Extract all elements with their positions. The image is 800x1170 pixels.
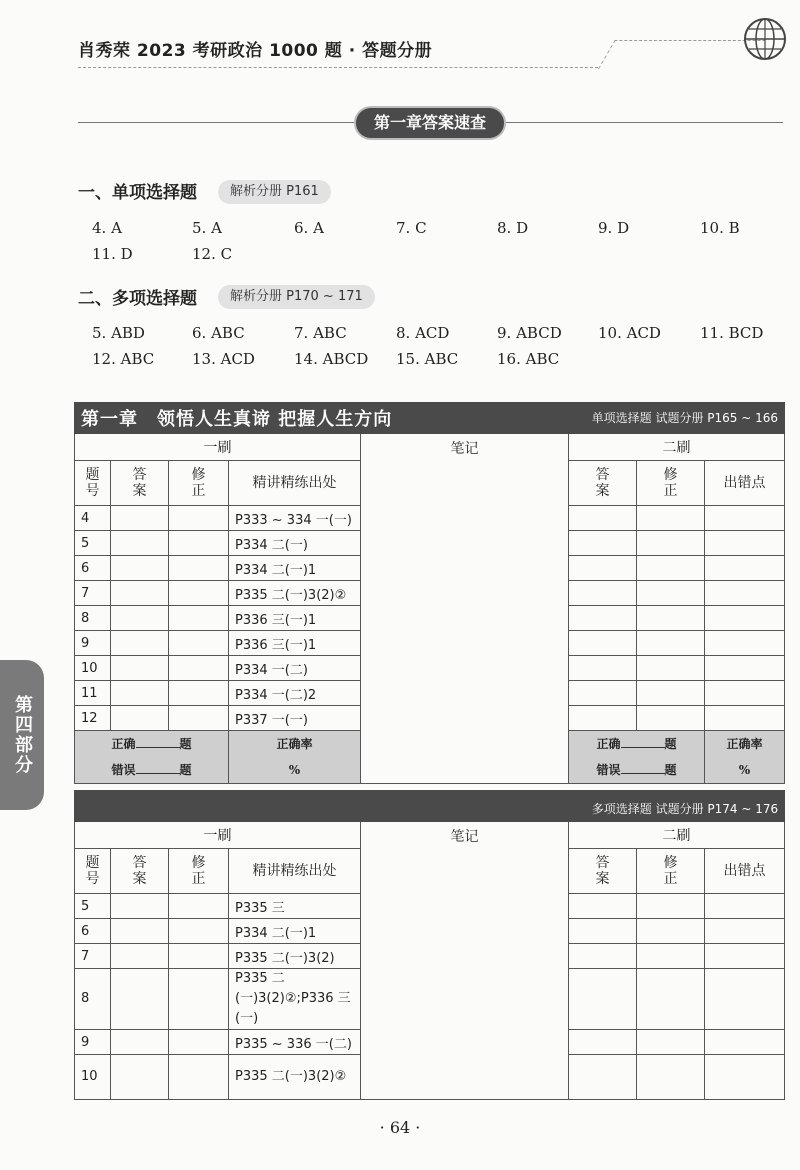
book-title: 肖秀荣 2023 考研政治 1000 题 · 答题分册 [78, 41, 433, 61]
notes-column [361, 822, 569, 1100]
row-num: 11 [75, 681, 111, 706]
source-cell: P337 一(一) [229, 706, 361, 731]
col-correction: 修正 [169, 849, 229, 894]
answer-cell[interactable] [111, 631, 169, 656]
answer-cell[interactable] [111, 606, 169, 631]
answer-cell[interactable] [111, 1030, 169, 1055]
row-num: 6 [75, 919, 111, 944]
answer-cell-2[interactable] [569, 531, 637, 556]
multi-choice-ref: 解析分册 P170 ~ 171 [218, 285, 375, 309]
fix-cell-2[interactable] [637, 606, 705, 631]
fix-cell-2[interactable] [637, 919, 705, 944]
row-num: 9 [75, 631, 111, 656]
row-num: 9 [75, 1030, 111, 1055]
fix-cell[interactable] [169, 656, 229, 681]
notes-header: 笔记 [450, 829, 479, 845]
answer-item: 9. D [598, 219, 630, 237]
answer-cell-2[interactable] [569, 1030, 637, 1055]
row-num: 7 [75, 944, 111, 969]
answer-cell[interactable] [111, 706, 169, 731]
source-cell: P336 三(一)1 [229, 631, 361, 656]
answer-cell[interactable] [111, 894, 169, 919]
answer-cell-2[interactable] [569, 894, 637, 919]
answer-cell[interactable] [111, 556, 169, 581]
first-pass-tally: 正确 题 错误 题 [75, 731, 229, 784]
row-num: 6 [75, 556, 111, 581]
answer-item: 11. D [92, 245, 133, 263]
fix-cell-2[interactable] [637, 1055, 705, 1100]
fix-cell[interactable] [169, 1055, 229, 1100]
col-answer-2: 答案 [569, 461, 637, 506]
col-answer-2: 答案 [569, 849, 637, 894]
source-cell: P335 二(一)3(2) [229, 944, 361, 969]
answer-cell[interactable] [111, 681, 169, 706]
answer-cell[interactable] [111, 944, 169, 969]
multi-heading-row [75, 791, 785, 822]
source-cell: P334 二(一) [229, 531, 361, 556]
fix-cell[interactable] [169, 919, 229, 944]
answer-item: 10. ACD [598, 324, 661, 342]
fix-cell[interactable] [169, 969, 229, 1030]
answer-cell[interactable] [111, 656, 169, 681]
error-cell[interactable] [705, 556, 785, 581]
col-correction-2: 修正 [637, 461, 705, 506]
row-num: 10 [75, 656, 111, 681]
answer-item: 13. ACD [192, 350, 255, 368]
row-num: 8 [75, 969, 111, 1030]
chapter-title: 第一章 领悟人生真谛 把握人生方向 [81, 409, 393, 430]
fix-cell-2[interactable] [637, 506, 705, 531]
col-question-num: 题号 [75, 849, 111, 894]
fix-cell[interactable] [169, 606, 229, 631]
fix-cell-2[interactable] [637, 581, 705, 606]
row-num: 10 [75, 1055, 111, 1100]
notes-column [361, 434, 569, 784]
fix-cell[interactable] [169, 706, 229, 731]
answer-item: 6. ABC [192, 324, 245, 342]
multi-choice-table [74, 790, 785, 1100]
answer-item: 6. A [294, 219, 324, 237]
source-cell: P335 三 [229, 894, 361, 919]
col-source: 精讲精练出处 [229, 849, 361, 894]
answer-cell-2[interactable] [569, 581, 637, 606]
fix-cell[interactable] [169, 531, 229, 556]
answer-cell-2[interactable] [569, 556, 637, 581]
second-pass-header: 二刷 [569, 434, 785, 461]
col-error-point: 出错点 [705, 461, 785, 506]
source-cell: P334 一(二) [229, 656, 361, 681]
first-pass-header: 一刷 [75, 822, 361, 849]
error-cell[interactable] [705, 631, 785, 656]
source-cell: P334 二(一)1 [229, 556, 361, 581]
error-cell[interactable] [705, 1055, 785, 1100]
answer-cell-2[interactable] [569, 656, 637, 681]
table-ref: 多项选择题 试题分册 P174 ~ 176 [591, 801, 779, 816]
source-cell: P335 二(一)3(2)② [229, 1055, 361, 1100]
answer-item: 9. ABCD [497, 324, 562, 342]
col-correction-2: 修正 [637, 849, 705, 894]
answer-item: 14. ABCD [294, 350, 369, 368]
answer-item: 10. B [700, 219, 740, 237]
error-cell[interactable] [705, 894, 785, 919]
fix-cell-2[interactable] [637, 944, 705, 969]
second-pass-rate: 正确率 % [705, 731, 785, 784]
error-cell[interactable] [705, 706, 785, 731]
source-cell: P334 一(二)2 [229, 681, 361, 706]
answer-cell-2[interactable] [569, 681, 637, 706]
source-cell: P335 二(一)3(2)② [229, 581, 361, 606]
error-cell[interactable] [705, 581, 785, 606]
answer-item: 12. C [192, 245, 233, 263]
notes-header: 笔记 [450, 441, 479, 457]
answer-cell[interactable] [111, 531, 169, 556]
fix-cell[interactable] [169, 506, 229, 531]
single-choice-ref: 解析分册 P161 [218, 180, 331, 204]
answer-cell-2[interactable] [569, 606, 637, 631]
page-header [0, 0, 800, 80]
answer-cell-2[interactable] [569, 969, 637, 1030]
fix-cell-2[interactable] [637, 556, 705, 581]
source-cell: P336 三(一)1 [229, 606, 361, 631]
fix-cell-2[interactable] [637, 894, 705, 919]
answer-cell-2[interactable] [569, 919, 637, 944]
answer-item: 12. ABC [92, 350, 155, 368]
fix-cell-2[interactable] [637, 531, 705, 556]
error-cell[interactable] [705, 506, 785, 531]
header-divider-slant [598, 40, 766, 69]
answer-item: 16. ABC [497, 350, 560, 368]
source-cell: P333 ~ 334 一(一) [229, 506, 361, 531]
error-cell[interactable] [705, 681, 785, 706]
answer-item: 7. ABC [294, 324, 347, 342]
error-cell[interactable] [705, 919, 785, 944]
table-ref: 单项选择题 试题分册 P165 ~ 166 [591, 411, 778, 425]
error-cell[interactable] [705, 656, 785, 681]
col-error-point: 出错点 [705, 849, 785, 894]
col-question-num: 题号 [75, 461, 111, 506]
answer-cell[interactable] [111, 919, 169, 944]
answer-item: 8. ACD [396, 324, 450, 342]
col-answer: 答案 [111, 461, 169, 506]
col-source: 精讲精练出处 [229, 461, 361, 506]
col-answer: 答案 [111, 849, 169, 894]
fix-cell-2[interactable] [637, 656, 705, 681]
multi-choice-title: 二、多项选择题 [78, 289, 197, 309]
fix-cell-2[interactable] [637, 631, 705, 656]
single-choice-table [74, 402, 785, 784]
answer-item: 4. A [92, 219, 122, 237]
first-pass-rate: 正确率 % [229, 731, 361, 784]
answer-cell-2[interactable] [569, 506, 637, 531]
fix-cell-2[interactable] [637, 706, 705, 731]
answer-item: 8. D [497, 219, 529, 237]
answer-item: 7. C [396, 219, 427, 237]
error-cell[interactable] [705, 1030, 785, 1055]
fix-cell[interactable] [169, 581, 229, 606]
error-cell[interactable] [705, 944, 785, 969]
fix-cell-2[interactable] [637, 681, 705, 706]
single-choice-title: 一、单项选择题 [78, 183, 197, 203]
answer-cell-2[interactable] [569, 706, 637, 731]
first-pass-header: 一刷 [75, 434, 361, 461]
part-side-tab: 第四部分 [0, 660, 44, 810]
fix-cell[interactable] [169, 944, 229, 969]
row-num: 5 [75, 894, 111, 919]
fix-cell[interactable] [169, 681, 229, 706]
answer-cell-2[interactable] [569, 944, 637, 969]
answer-cell[interactable] [111, 506, 169, 531]
globe-icon [742, 16, 788, 62]
answer-cell[interactable] [111, 1055, 169, 1100]
answer-item: 5. A [192, 219, 222, 237]
source-cell: P335 二(一)3(2)②;P336 三(一) [229, 969, 361, 1030]
source-cell: P334 二(一)1 [229, 919, 361, 944]
fix-cell[interactable] [169, 556, 229, 581]
error-cell[interactable] [705, 531, 785, 556]
answer-item: 15. ABC [396, 350, 459, 368]
fix-cell-2[interactable] [637, 969, 705, 1030]
row-num: 5 [75, 531, 111, 556]
error-cell[interactable] [705, 969, 785, 1030]
fix-cell[interactable] [169, 1030, 229, 1055]
source-cell: P335 ~ 336 一(二) [229, 1030, 361, 1055]
row-num: 12 [75, 706, 111, 731]
fix-cell-2[interactable] [637, 1030, 705, 1055]
page-number: · 64 · [379, 1118, 421, 1137]
row-num: 7 [75, 581, 111, 606]
answer-cell[interactable] [111, 581, 169, 606]
chapter-answer-banner: 第一章答案速查 [356, 108, 504, 138]
chapter-heading-row [75, 403, 785, 434]
row-num: 4 [75, 506, 111, 531]
header-divider [78, 67, 598, 68]
answer-cell[interactable] [111, 969, 169, 1030]
answer-cell-2[interactable] [569, 1055, 637, 1100]
col-correction: 修正 [169, 461, 229, 506]
answer-item: 11. BCD [700, 324, 764, 342]
second-pass-header: 二刷 [569, 822, 785, 849]
second-pass-tally: 正确 题 错误 题 [569, 731, 705, 784]
answer-cell-2[interactable] [569, 631, 637, 656]
error-cell[interactable] [705, 606, 785, 631]
fix-cell[interactable] [169, 894, 229, 919]
answer-item: 5. ABD [92, 324, 145, 342]
row-num: 8 [75, 606, 111, 631]
fix-cell[interactable] [169, 631, 229, 656]
